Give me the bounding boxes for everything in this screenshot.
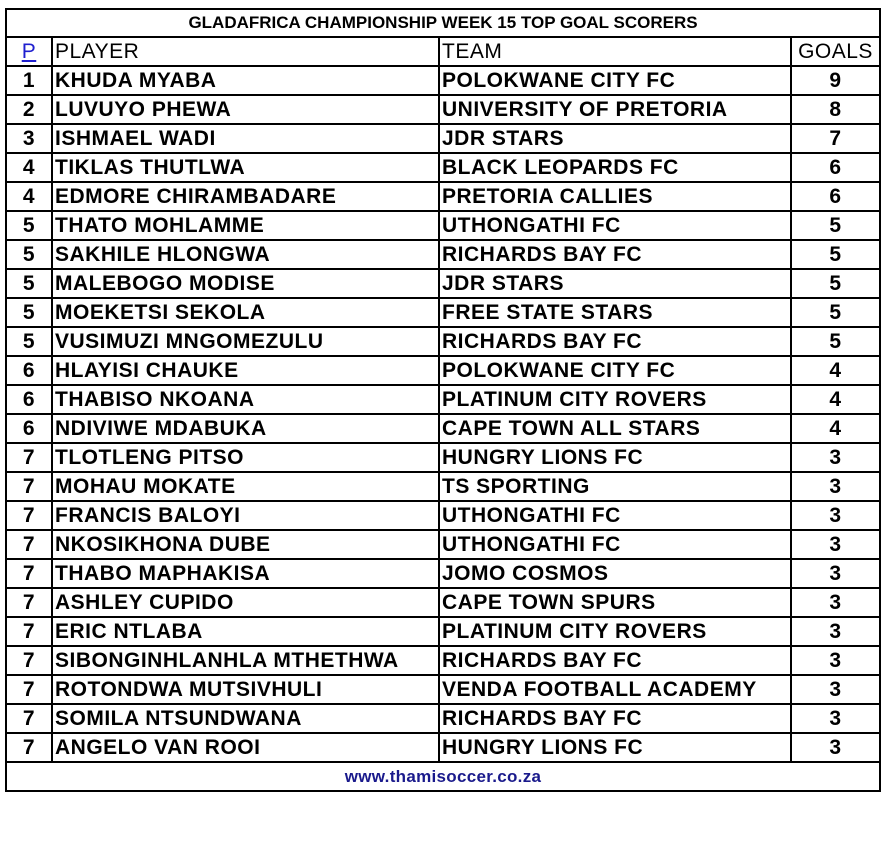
goals-cell: 3 (791, 704, 880, 733)
goals-cell: 5 (791, 327, 880, 356)
goals-cell: 3 (791, 472, 880, 501)
player-cell: HLAYISI CHAUKE (52, 356, 439, 385)
table-row (6, 414, 880, 443)
table-row (6, 588, 880, 617)
table-row (6, 240, 880, 269)
position-cell: 6 (6, 385, 52, 414)
team-cell: UTHONGATHI FC (439, 501, 791, 530)
table-row (6, 66, 880, 95)
position-cell: 7 (6, 675, 52, 704)
player-cell: VUSIMUZI MNGOMEZULU (52, 327, 439, 356)
team-cell: PLATINUM CITY ROVERS (439, 385, 791, 414)
goals-cell: 3 (791, 646, 880, 675)
team-cell: BLACK LEOPARDS FC (439, 153, 791, 182)
position-cell: 4 (6, 182, 52, 211)
goals-cell: 5 (791, 240, 880, 269)
position-cell: 7 (6, 530, 52, 559)
table-row (6, 501, 880, 530)
goals-cell: 3 (791, 675, 880, 704)
team-cell: RICHARDS BAY FC (439, 327, 791, 356)
team-cell: HUNGRY LIONS FC (439, 443, 791, 472)
position-cell: 7 (6, 501, 52, 530)
table-title: GLADAFRICA CHAMPIONSHIP WEEK 15 TOP GOAL SCORERS (6, 9, 880, 37)
table-row (6, 211, 880, 240)
position-cell: 6 (6, 414, 52, 443)
goals-cell: 4 (791, 385, 880, 414)
position-cell: 7 (6, 588, 52, 617)
player-cell: THATO MOHLAMME (52, 211, 439, 240)
team-cell: POLOKWANE CITY FC (439, 66, 791, 95)
player-cell: TIKLAS THUTLWA (52, 153, 439, 182)
table-row (6, 182, 880, 211)
player-cell: NDIVIWE MDABUKA (52, 414, 439, 443)
player-cell: FRANCIS BALOYI (52, 501, 439, 530)
table-row (6, 733, 880, 762)
team-cell: RICHARDS BAY FC (439, 240, 791, 269)
team-cell: CAPE TOWN SPURS (439, 588, 791, 617)
player-cell: SAKHILE HLONGWA (52, 240, 439, 269)
team-cell: VENDA FOOTBALL ACADEMY (439, 675, 791, 704)
team-cell: UTHONGATHI FC (439, 530, 791, 559)
position-cell: 7 (6, 472, 52, 501)
team-cell: RICHARDS BAY FC (439, 704, 791, 733)
position-cell: 7 (6, 443, 52, 472)
position-cell: 5 (6, 298, 52, 327)
position-cell: 7 (6, 559, 52, 588)
player-cell: THABO MAPHAKISA (52, 559, 439, 588)
team-cell: UTHONGATHI FC (439, 211, 791, 240)
table-row (6, 298, 880, 327)
position-cell: 6 (6, 356, 52, 385)
table-row (6, 530, 880, 559)
table-row (6, 704, 880, 733)
team-cell: RICHARDS BAY FC (439, 646, 791, 675)
player-cell: LUVUYO PHEWA (52, 95, 439, 124)
position-cell: 5 (6, 327, 52, 356)
table-row (6, 327, 880, 356)
goals-cell: 3 (791, 530, 880, 559)
team-cell: JOMO COSMOS (439, 559, 791, 588)
goals-cell: 5 (791, 269, 880, 298)
team-cell: JDR STARS (439, 124, 791, 153)
goals-cell: 3 (791, 588, 880, 617)
position-cell: 5 (6, 269, 52, 298)
goals-cell: 5 (791, 211, 880, 240)
table-row (6, 646, 880, 675)
footer-row (6, 762, 880, 791)
top-scorers-table (5, 8, 881, 792)
table-row (6, 559, 880, 588)
player-cell: ANGELO VAN ROOI (52, 733, 439, 762)
position-cell: 7 (6, 733, 52, 762)
title-row (6, 9, 880, 37)
position-cell: 7 (6, 646, 52, 675)
table-row (6, 153, 880, 182)
goals-cell: 7 (791, 124, 880, 153)
player-cell: ASHLEY CUPIDO (52, 588, 439, 617)
table-row (6, 443, 880, 472)
player-cell: SIBONGINHLANHLA MTHETHWA (52, 646, 439, 675)
goals-cell: 3 (791, 501, 880, 530)
goals-cell: 5 (791, 298, 880, 327)
player-cell: TLOTLENG PITSO (52, 443, 439, 472)
position-cell: 5 (6, 211, 52, 240)
position-column-header[interactable]: P (6, 37, 52, 66)
player-cell: EDMORE CHIRAMBADARE (52, 182, 439, 211)
player-cell: ISHMAEL WADI (52, 124, 439, 153)
player-cell: SOMILA NTSUNDWANA (52, 704, 439, 733)
player-cell: MOHAU MOKATE (52, 472, 439, 501)
table-row (6, 675, 880, 704)
team-cell: PLATINUM CITY ROVERS (439, 617, 791, 646)
team-cell: TS SPORTING (439, 472, 791, 501)
player-cell: ROTONDWA MUTSIVHULI (52, 675, 439, 704)
table-row (6, 356, 880, 385)
player-cell: KHUDA MYABA (52, 66, 439, 95)
goals-cell: 6 (791, 153, 880, 182)
goals-cell: 3 (791, 443, 880, 472)
team-cell: HUNGRY LIONS FC (439, 733, 791, 762)
table-row (6, 269, 880, 298)
goals-cell: 3 (791, 733, 880, 762)
goals-cell: 4 (791, 356, 880, 385)
team-cell: CAPE TOWN ALL STARS (439, 414, 791, 443)
team-cell: JDR STARS (439, 269, 791, 298)
goals-cell: 3 (791, 559, 880, 588)
table-row (6, 95, 880, 124)
player-cell: NKOSIKHONA DUBE (52, 530, 439, 559)
position-cell: 7 (6, 617, 52, 646)
table-row (6, 124, 880, 153)
player-cell: MALEBOGO MODISE (52, 269, 439, 298)
player-cell: THABISO NKOANA (52, 385, 439, 414)
team-cell: FREE STATE STARS (439, 298, 791, 327)
goals-cell: 3 (791, 617, 880, 646)
team-cell: UNIVERSITY OF PRETORIA (439, 95, 791, 124)
position-cell: 1 (6, 66, 52, 95)
table-row (6, 385, 880, 414)
position-cell: 4 (6, 153, 52, 182)
position-cell: 3 (6, 124, 52, 153)
header-row (6, 37, 880, 66)
table-row (6, 472, 880, 501)
goals-column-header: GOALS (791, 37, 880, 66)
position-cell: 7 (6, 704, 52, 733)
player-cell: ERIC NTLABA (52, 617, 439, 646)
goals-cell: 4 (791, 414, 880, 443)
player-column-header: PLAYER (52, 37, 439, 66)
goals-cell: 6 (791, 182, 880, 211)
table-row (6, 617, 880, 646)
team-cell: PRETORIA CALLIES (439, 182, 791, 211)
team-column-header: TEAM (439, 37, 791, 66)
goals-cell: 9 (791, 66, 880, 95)
position-cell: 2 (6, 95, 52, 124)
goals-cell: 8 (791, 95, 880, 124)
position-cell: 5 (6, 240, 52, 269)
player-cell: MOEKETSI SEKOLA (52, 298, 439, 327)
website-footer: www.thamisoccer.co.za (6, 762, 880, 791)
team-cell: POLOKWANE CITY FC (439, 356, 791, 385)
